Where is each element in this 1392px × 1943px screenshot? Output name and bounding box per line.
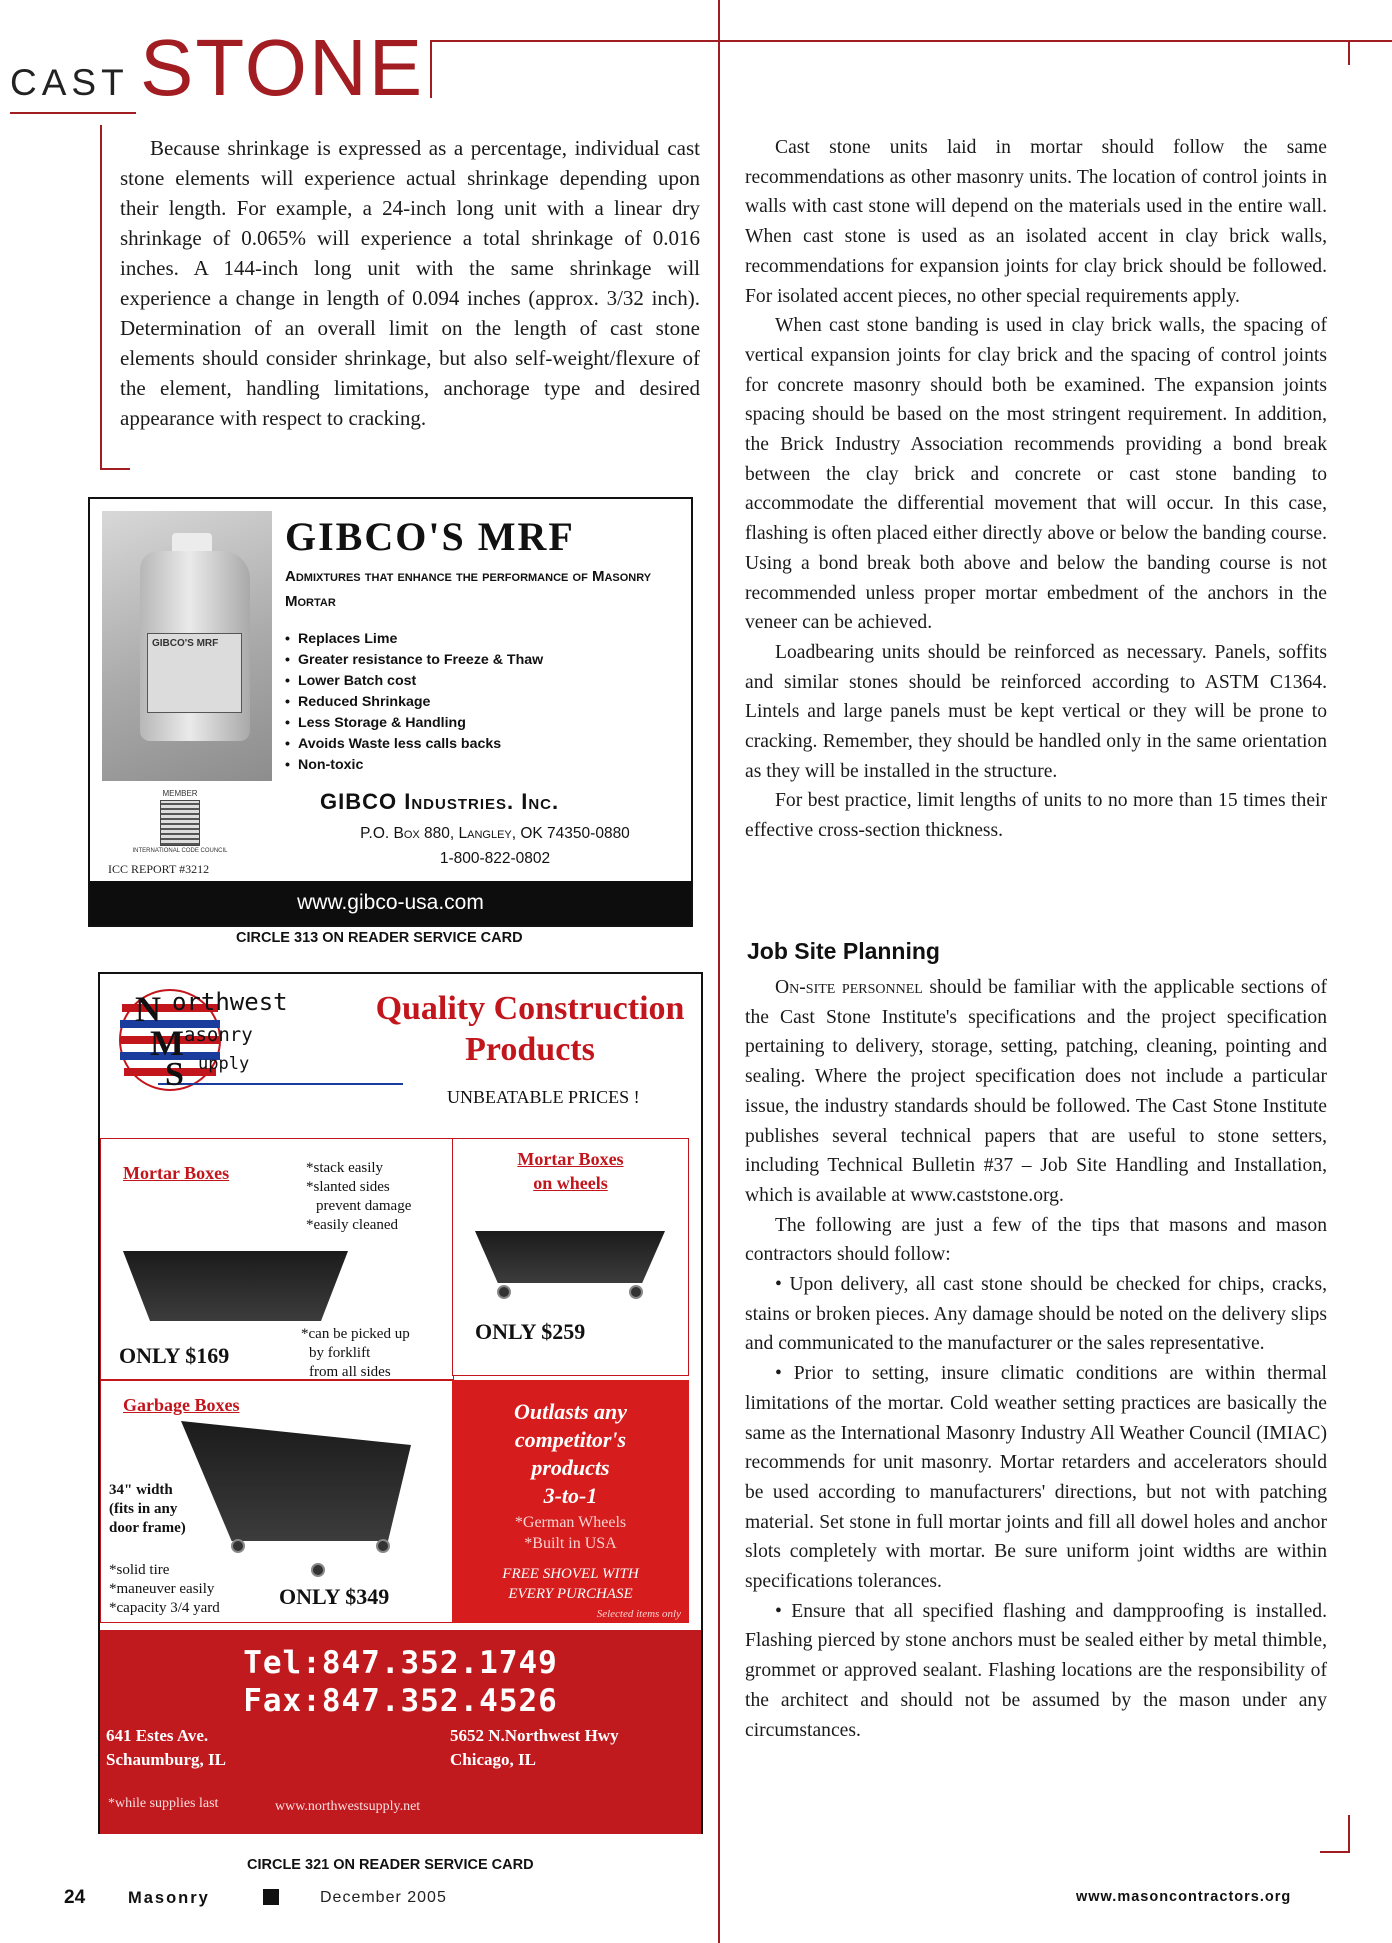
member-label: MEMBER xyxy=(162,789,198,798)
outlast-shovel xyxy=(452,1564,689,1604)
bullet: • Avoids Waste less calls backs xyxy=(285,734,543,755)
note: from all sides xyxy=(309,1364,391,1380)
right-end-foot xyxy=(1320,1851,1350,1853)
footer-website[interactable]: www.masoncontractors.org xyxy=(1076,1889,1292,1905)
right-end-vertical xyxy=(1348,1815,1350,1853)
section-heading: Job Site Planning xyxy=(747,938,940,964)
gibco-address: P.O. Box 880, Langley, OK 74350-0880 xyxy=(360,825,630,842)
title-line: competitor's xyxy=(514,1427,627,1452)
address-schaumburg xyxy=(106,1724,226,1772)
magazine-name: Masonry xyxy=(128,1889,210,1907)
wheel-icon xyxy=(497,1285,511,1299)
header-top-rule xyxy=(430,40,1392,42)
icc-logo-icon xyxy=(160,800,200,846)
right-column-top xyxy=(745,133,1327,846)
mortar-boxes-title: Mortar Boxes xyxy=(123,1163,230,1183)
product-photo xyxy=(102,511,272,781)
headline-line-2: Products xyxy=(465,1031,595,1068)
title-line: Mortar Boxes xyxy=(517,1149,624,1169)
note: by forklift xyxy=(309,1345,371,1361)
logo-word-masonry: asonry xyxy=(184,1024,253,1046)
mortar-notes xyxy=(306,1159,411,1235)
garbage-boxes-panel xyxy=(100,1380,454,1623)
address-line: Schaumburg, IL xyxy=(106,1750,226,1769)
job-text: should be familiar with the applicable sections of the Cast Stone Institute's specifications and the project specification pertaining to delivery, storage, setting, patching, cleaning, pointing and sealing. Where the project specification does not include a particular issue, the industry standards should be followed. The Cast Stone Institute publishes several technical papers that are useful to stone setters, including Technical Bulletin #37 – Job Site Handling and Installation, which is available at www.caststone.org. xyxy=(745,977,1327,1206)
body-paragraph: When cast stone banding is used in clay brick walls, the spacing of vertical expansion joints for clay brick and the spacing of control joints for concrete masonry should both be examined. The expansion joints spacing should be based on the most stringent requirement. In addition, the Brick Industry Association recommends providing a bond break between the clay brick and concrete or cast stone banding to accommodate the differential movement that will occur. In this case, flashing is often placed either directly above or below the banding course. Using a bond break both above and below the banding course is not recommended unless proper mortar embedment of the anchors in the veneer can be achieved. xyxy=(745,315,1327,634)
gibco-subtitle: Admixtures that enhance the performance of Masonry Mortar xyxy=(285,568,652,610)
member-badge xyxy=(130,789,230,854)
note: *stack easily xyxy=(306,1160,384,1176)
header-rule xyxy=(10,112,136,114)
body-paragraph: Loadbearing units should be reinforced as necessary. Panels, soffits and similar stones should be reinforced according to ASTM C1364. Lintels and large panels must be kept vertical or they will be prone to cracking. Remember, they should be handled only in the same orientation as they will be installed in the structure. xyxy=(745,641,1327,782)
feature: *Built in USA xyxy=(524,1535,617,1552)
bullet: • Lower Batch cost xyxy=(285,671,543,692)
bullet: • Replaces Lime xyxy=(285,629,543,650)
logo-letter-n: N xyxy=(135,989,161,1029)
gibco-ad[interactable] xyxy=(88,497,693,927)
left-bracket-foot xyxy=(100,468,130,470)
garbage-notes xyxy=(109,1561,220,1618)
shovel-line: FREE SHOVEL WITH xyxy=(502,1566,639,1582)
note: *capacity 3/4 yard xyxy=(109,1600,220,1616)
wheel-icon xyxy=(376,1539,390,1553)
mortar-boxes-panel xyxy=(100,1138,454,1380)
body-paragraph: For best practice, limit lengths of units to no more than 15 times their effective cross-section thickness. xyxy=(745,790,1327,842)
tips-intro: The following are just a few of the tips that masons and mason contractors should follow: xyxy=(745,1214,1327,1266)
mortar-wheels-title xyxy=(453,1147,688,1195)
tip-item: • Upon delivery, all cast stone should be checked for chips, cracks, stains or broken pieces. Any damage should be noted on the delivery slips and communicated to the manufacturer or the sales representative. xyxy=(745,1274,1327,1355)
mortar-wheels-panel xyxy=(452,1138,689,1376)
address-chicago xyxy=(450,1724,619,1772)
nms-contact-footer xyxy=(100,1630,701,1834)
address-line: Chicago, IL xyxy=(450,1750,536,1769)
garbage-price: ONLY $349 xyxy=(279,1584,390,1609)
wheel-icon xyxy=(311,1563,325,1577)
note: *slanted sides xyxy=(306,1179,390,1195)
column-divider xyxy=(718,0,720,1943)
gibco-bullets xyxy=(285,629,543,776)
bullet: • Non-toxic xyxy=(285,755,543,776)
header-end-tick xyxy=(430,40,432,98)
square-bullet-icon xyxy=(263,1889,279,1905)
garbage-title: Garbage Boxes xyxy=(123,1395,240,1415)
nms-headline xyxy=(370,988,690,1070)
width-note xyxy=(109,1481,186,1538)
while-supplies: *while supplies last xyxy=(108,1796,219,1811)
wheeled-box-image xyxy=(475,1231,665,1283)
logo-word-northwest: orthwest xyxy=(172,988,288,1016)
tip-item: • Ensure that all specified flashing and dampproofing is installed. Flashing pierced by stone anchors must be sealed either by metal thimble, grommet or approved sealant. Flashing locations are the responsibility of the architect and should not be assumed by the mason under any circumstances. xyxy=(745,1600,1327,1741)
note: *can be picked up xyxy=(301,1326,410,1342)
job-paragraph xyxy=(745,973,1327,1211)
nms-tagline: UNBEATABLE PRICES ! xyxy=(447,1087,640,1107)
intro-text: Because shrinkage is expressed as a percentage, individual cast stone elements will experience actual shrinkage depending upon their length. For example, a 24-inch long unit with a linear dry shrinkage of 0.065% will experience a total shrinkage of 0.016 inches. A 144-inch long unit with the same shrinkage will experience a change in length of 0.094 inches (approx. 3/32 inch). Determination of an overall limit on the length of cast stone elements should consider shrinkage, but also self-weight/flexure of the element, handling limitations, anchorage type and desired appearance with respect to cracking. xyxy=(120,136,700,430)
note: prevent damage xyxy=(316,1198,412,1214)
selected-note: Selected items only xyxy=(596,1608,681,1620)
right-bracket-top xyxy=(1348,40,1392,42)
jug-label: GIBCO'S MRF xyxy=(147,633,242,713)
gibco-company: GIBCO Industries. Inc. xyxy=(320,789,560,814)
title-line: on wheels xyxy=(533,1173,608,1193)
note: *easily cleaned xyxy=(306,1217,399,1233)
intro-paragraph xyxy=(120,133,700,433)
mortar-box-image xyxy=(123,1251,348,1321)
bullet: • Reduced Shrinkage xyxy=(285,692,543,713)
nms-tel: Tel:847.352.1749 xyxy=(243,1645,558,1681)
outlast-panel xyxy=(452,1380,689,1623)
title-line: products xyxy=(531,1455,610,1480)
right-bracket-vertical xyxy=(1348,42,1350,65)
left-bracket-vertical xyxy=(100,125,102,470)
note: (fits in any xyxy=(109,1501,178,1517)
nms-phones xyxy=(100,1644,701,1720)
member-org: INTERNATIONAL CODE COUNCIL xyxy=(132,848,228,854)
title-line: Outlasts any xyxy=(513,1399,628,1424)
job-lead: On-site personnel xyxy=(775,977,923,998)
note: door frame) xyxy=(109,1520,186,1536)
wheel-icon xyxy=(231,1539,245,1553)
address-line: 5652 N.Northwest Hwy xyxy=(450,1726,619,1745)
logo-word-supply: upply xyxy=(198,1054,250,1074)
nms-circle-note: CIRCLE 321 ON READER SERVICE CARD xyxy=(247,1857,534,1873)
mortar-price: ONLY $169 xyxy=(119,1343,230,1368)
forklift-notes xyxy=(301,1325,410,1382)
outlast-title xyxy=(452,1398,689,1510)
gibco-phone: 1-800-822-0802 xyxy=(439,850,551,867)
nms-ad[interactable] xyxy=(98,972,703,1834)
header-stone: STONE xyxy=(140,23,425,112)
tip-item: • Prior to setting, insure climatic conditions are within thermal limitations of the mortar. Cold weather setting practices are basically the same as the International Masonry Industry All Weather Council (IMIAC) recommends for unit masonry. Mortar retarders and accelerators should be used according to manufacturers' directions, but not with patching material. Set stone in full mortar joints and fill all dowel holes and anchor slots completely with mortar. Be sure uniform joint widths are within specifications tolerances. xyxy=(745,1363,1327,1593)
shovel-line: EVERY PURCHASE xyxy=(508,1586,633,1602)
icc-report: ICC REPORT #3212 xyxy=(108,862,210,876)
header-cast: CAST xyxy=(10,62,129,103)
garbage-box-image xyxy=(181,1421,411,1541)
wheel-icon xyxy=(629,1285,643,1299)
title-line: 3-to-1 xyxy=(543,1483,598,1508)
note: *maneuver easily xyxy=(109,1581,215,1597)
page-number: 24 xyxy=(64,1887,86,1908)
outlast-features xyxy=(452,1512,689,1554)
body-paragraph: Cast stone units laid in mortar should follow the same recommendations as other masonry units. The location of control joints in walls with cast stone will depend on the materials used in the entire wall. When cast stone is used as an isolated accent in clay brick walls, recommendations for expansion joints for clay brick should be followed. For isolated accent pieces, no other special requirements apply. xyxy=(745,137,1327,307)
right-column-bottom xyxy=(745,973,1327,1745)
feature: *German Wheels xyxy=(514,1514,627,1531)
logo-letter-m: M xyxy=(150,1023,184,1063)
logo-letter-s: S xyxy=(165,1056,184,1093)
headline-line-1: Quality Construction xyxy=(375,990,685,1027)
nms-website[interactable]: www.northwestsupply.net xyxy=(275,1799,421,1814)
bullet: • Greater resistance to Freeze & Thaw xyxy=(285,650,543,671)
wheels-price: ONLY $259 xyxy=(475,1319,586,1344)
note: *solid tire xyxy=(109,1562,170,1578)
address-line: 641 Estes Ave. xyxy=(106,1726,209,1745)
gibco-website[interactable]: www.gibco-usa.com xyxy=(90,881,691,925)
gibco-circle-note: CIRCLE 313 ON READER SERVICE CARD xyxy=(236,930,523,946)
gibco-address-block xyxy=(320,821,670,871)
bullet: • Less Storage & Handling xyxy=(285,713,543,734)
issue-date: December 2005 xyxy=(320,1889,447,1906)
nms-fax: Fax:847.352.4526 xyxy=(243,1683,558,1719)
gibco-title: GIBCO'S MRF xyxy=(285,514,575,559)
note: 34" width xyxy=(109,1482,173,1498)
